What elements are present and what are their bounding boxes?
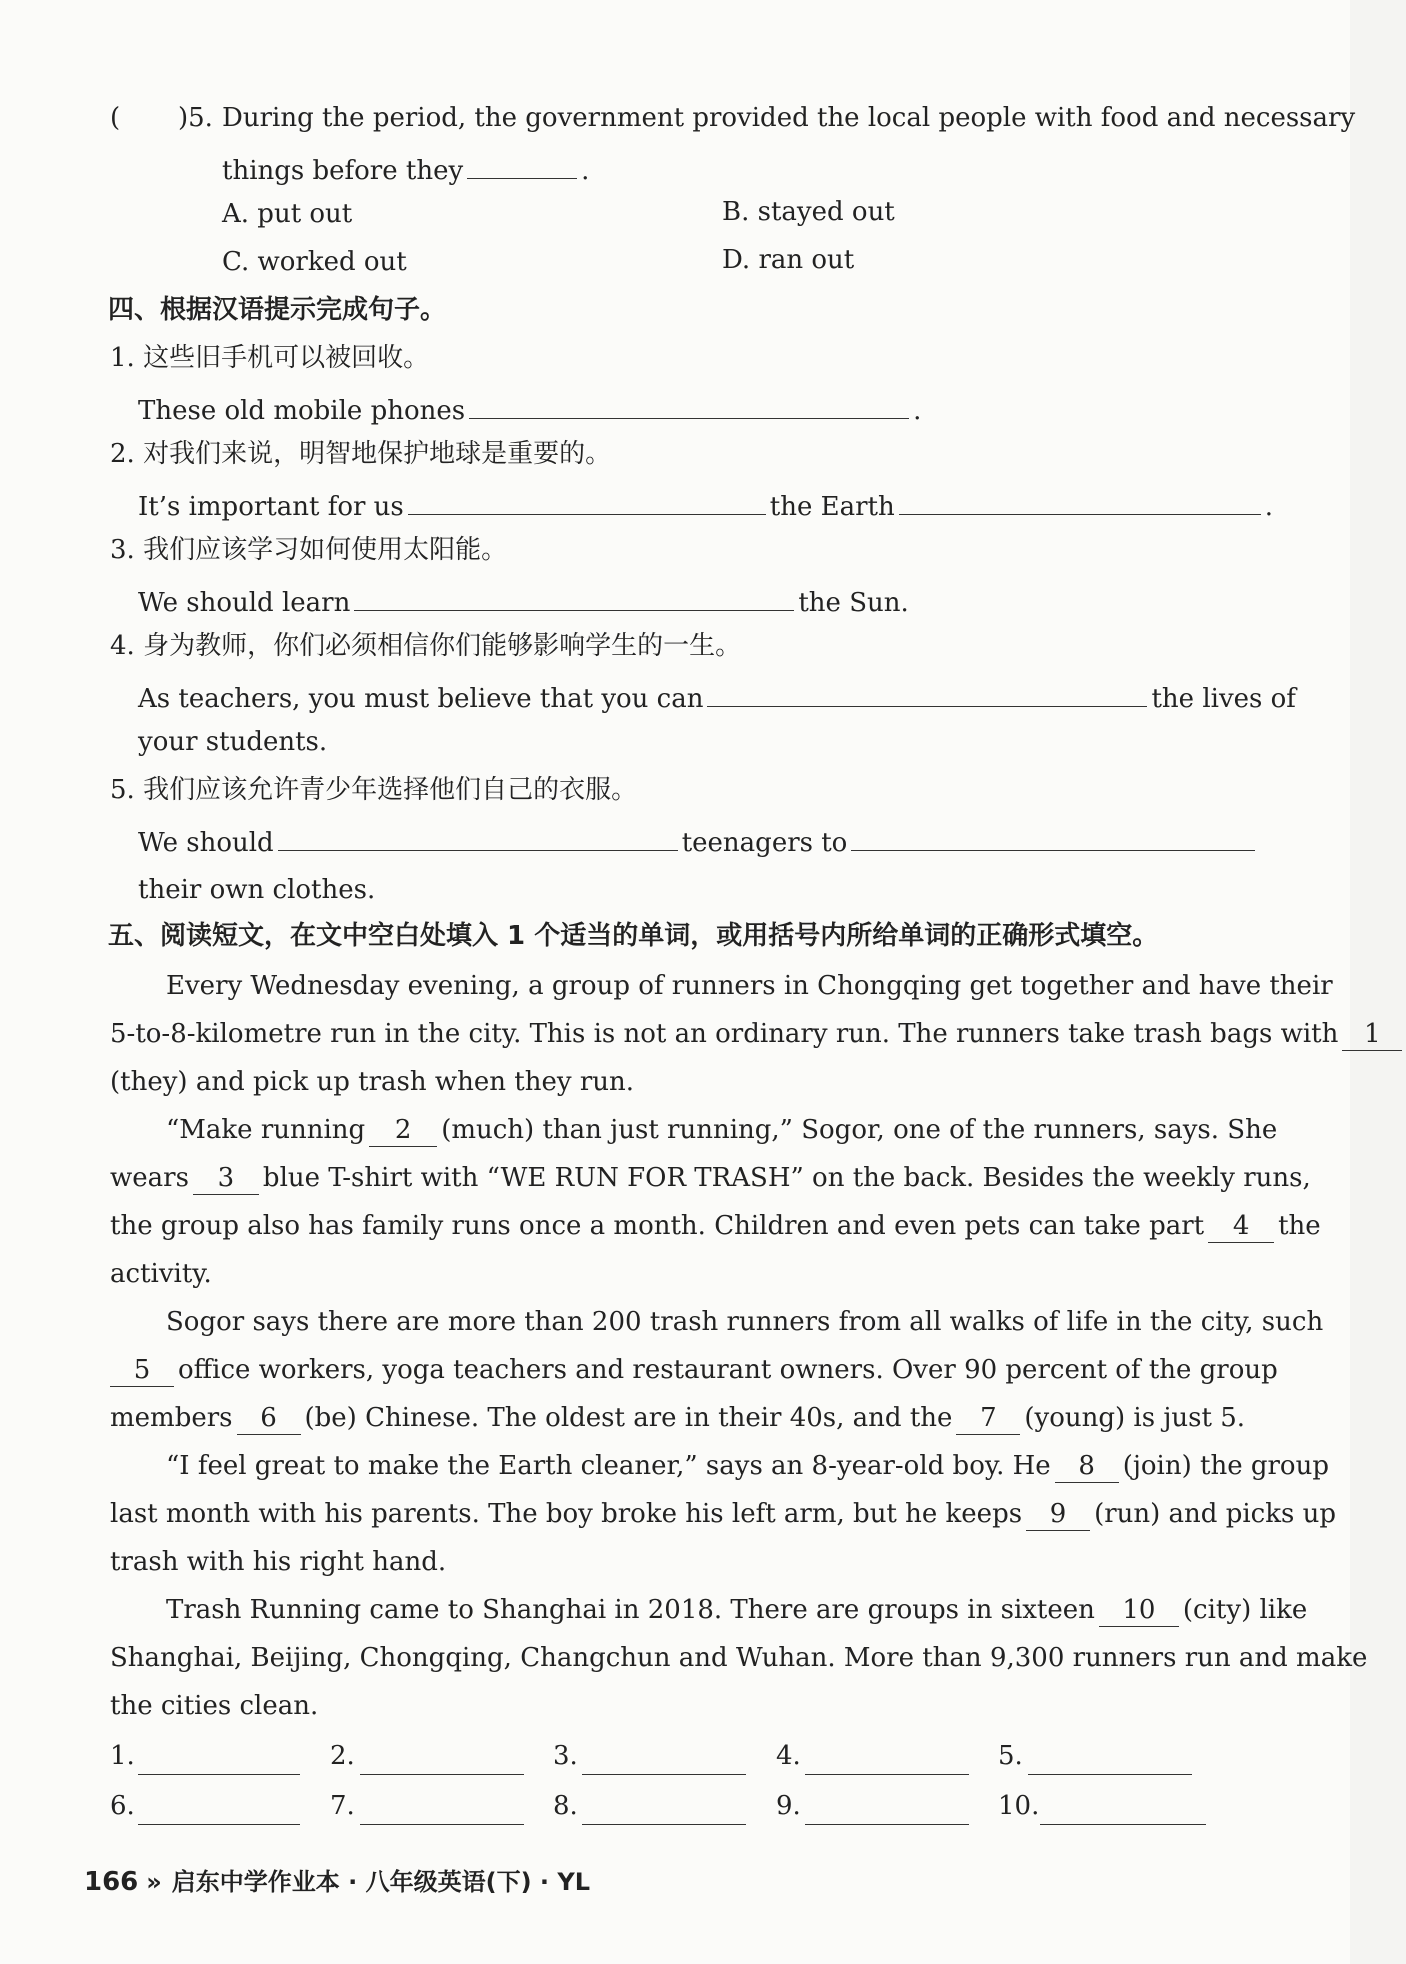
- passage-p2-line2: wears 3 blue T-shirt with “WE RUN FOR TRASH” on the back. Besides the weekly runs,: [110, 1163, 1311, 1193]
- answer-label-8: 8.: [553, 1791, 578, 1821]
- s4-item4-en: As teachers, you must believe that you can the lives of: [138, 676, 1296, 717]
- passage-p3-line1: Sogor says there are more than 200 trash runners from all walks of life in the city, such: [166, 1307, 1324, 1337]
- answer-line-8[interactable]: [582, 1824, 746, 1825]
- passage-p2-line3: the group also has family runs once a month. Children and even pets can take part 4 the: [110, 1211, 1321, 1241]
- passage-p5-line2: Shanghai, Beijing, Chongqing, Changchun and Wuhan. More than 9,300 runners run and make: [110, 1643, 1368, 1673]
- passage-p2-line4: activity.: [110, 1259, 212, 1289]
- passage-p4-line1: “I feel great to make the Earth cleaner,” says an 8-year-old boy. He 8 (join) the group: [166, 1451, 1329, 1481]
- blank-9[interactable]: 9: [1026, 1498, 1090, 1531]
- q5-answer-blank[interactable]: [467, 148, 577, 179]
- answer-line-10[interactable]: [1040, 1824, 1206, 1825]
- s4-item5-en-cont: their own clothes.: [138, 875, 376, 905]
- blank-2[interactable]: 2: [369, 1114, 437, 1147]
- s4-item2-blank-b[interactable]: [899, 484, 1261, 515]
- answer-line-6[interactable]: [138, 1824, 300, 1825]
- q5-number: )5.: [178, 103, 213, 133]
- s4-item5-blank-a[interactable]: [278, 820, 678, 851]
- passage-p1-line3: (they) and pick up trash when they run.: [110, 1067, 635, 1097]
- answer-label-3: 3.: [553, 1741, 578, 1771]
- s4-item4-en-cont: your students.: [138, 727, 328, 757]
- book-title: 启东中学作业本 · 八年级英语(下) · YL: [171, 1868, 591, 1896]
- section5-title: 五、阅读短文，在文中空白处填入 1 个适当的单词，或用括号内所给单词的正确形式填空。: [108, 921, 1159, 951]
- passage-p4-line3: trash with his right hand.: [110, 1547, 447, 1577]
- passage-p2-line1: “Make running 2 (much) than just running,” Sogor, one of the runners, says. She: [166, 1115, 1278, 1145]
- blank-6[interactable]: 6: [237, 1402, 301, 1435]
- q5-option-a[interactable]: A. put out: [222, 199, 353, 229]
- answer-label-7: 7.: [330, 1791, 355, 1821]
- blank-3[interactable]: 3: [193, 1162, 259, 1195]
- s4-item2-en: It’s important for us the Earth .: [138, 484, 1273, 525]
- s4-item2-blank-a[interactable]: [408, 484, 766, 515]
- s4-item5-en: We should teenagers to: [138, 820, 1259, 861]
- answer-line-5[interactable]: [1028, 1774, 1192, 1775]
- s4-item1-blank[interactable]: [469, 388, 909, 419]
- answer-label-1: 1.: [110, 1741, 135, 1771]
- s4-item3-blank[interactable]: [354, 580, 794, 611]
- s4-item4-blank[interactable]: [707, 676, 1147, 707]
- answer-line-3[interactable]: [582, 1774, 746, 1775]
- s4-item2-cn: 2. 对我们来说，明智地保护地球是重要的。: [110, 439, 612, 469]
- blank-10[interactable]: 10: [1099, 1594, 1179, 1627]
- q5-option-c[interactable]: C. worked out: [222, 247, 407, 277]
- s4-item5-cn: 5. 我们应该允许青少年选择他们自己的衣服。: [110, 775, 638, 805]
- answer-line-9[interactable]: [805, 1824, 969, 1825]
- s4-item3-cn: 3. 我们应该学习如何使用太阳能。: [110, 535, 508, 565]
- q5-stem-line2: things before they .: [222, 148, 589, 189]
- blank-1[interactable]: 1: [1342, 1018, 1402, 1051]
- answer-label-2: 2.: [330, 1741, 355, 1771]
- answer-line-2[interactable]: [360, 1774, 524, 1775]
- s4-item1-cn: 1. 这些旧手机可以被回收。: [110, 343, 430, 373]
- blank-8[interactable]: 8: [1055, 1450, 1119, 1483]
- answer-label-10: 10.: [998, 1791, 1040, 1821]
- section4-title: 四、根据汉语提示完成句子。: [108, 295, 447, 325]
- q5-option-b[interactable]: B. stayed out: [722, 197, 895, 227]
- blank-7[interactable]: 7: [956, 1402, 1020, 1435]
- answer-line-4[interactable]: [805, 1774, 969, 1775]
- blank-4[interactable]: 4: [1208, 1210, 1274, 1243]
- passage-p5-line3: the cities clean.: [110, 1691, 319, 1721]
- q5-paren-open: (: [110, 103, 121, 133]
- blank-5[interactable]: 5: [110, 1354, 174, 1387]
- answer-line-7[interactable]: [360, 1824, 524, 1825]
- answer-label-5: 5.: [998, 1741, 1023, 1771]
- s4-item1-en: These old mobile phones .: [138, 388, 921, 429]
- s4-item5-blank-b[interactable]: [851, 820, 1255, 851]
- chevron-right-icon: »: [146, 1868, 162, 1896]
- passage-p5-line1: Trash Running came to Shanghai in 2018. There are groups in sixteen 10 (city) like: [166, 1595, 1308, 1625]
- passage-p1-line1: Every Wednesday evening, a group of runners in Chongqing get together and have their: [166, 971, 1333, 1001]
- answer-label-9: 9.: [776, 1791, 801, 1821]
- s4-item3-en: We should learn the Sun.: [138, 580, 909, 621]
- passage-p1-line2: 5-to-8-kilometre run in the city. This is not an ordinary run. The runners take trash bags with 1: [110, 1016, 1406, 1052]
- q5-stem: During the period, the government provided the local people with food and necessary: [222, 103, 1356, 133]
- passage-p3-line2: 5 office workers, yoga teachers and restaurant owners. Over 90 percent of the group: [110, 1352, 1278, 1388]
- answer-label-4: 4.: [776, 1741, 801, 1771]
- q5-option-d[interactable]: D. ran out: [722, 245, 855, 275]
- passage-p4-line2: last month with his parents. The boy broke his left arm, but he keeps 9 (run) and picks up: [110, 1499, 1336, 1529]
- s4-item4-cn: 4. 身为教师，你们必须相信你们能够影响学生的一生。: [110, 631, 742, 661]
- answer-line-1[interactable]: [138, 1774, 300, 1775]
- answer-label-6: 6.: [110, 1791, 135, 1821]
- passage-p3-line3: members 6 (be) Chinese. The oldest are in their 40s, and the 7 (young) is just 5.: [110, 1403, 1246, 1433]
- page-footer: [84, 1862, 590, 1897]
- page-number: 166: [84, 1867, 139, 1897]
